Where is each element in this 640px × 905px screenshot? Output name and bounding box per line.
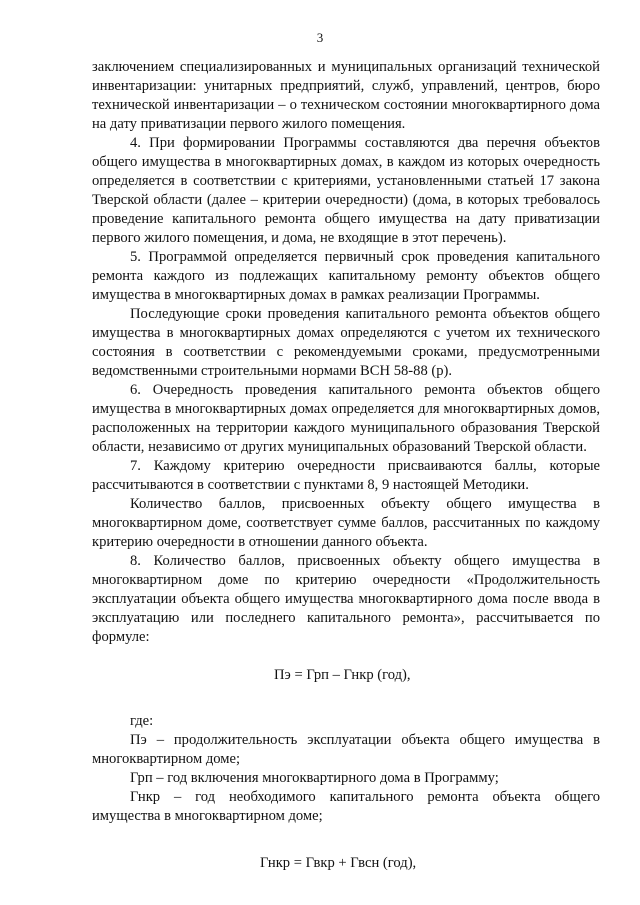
paragraph-points-sum: Количество баллов, присвоенных объекту общего имущества в многоквартирном доме, соответствует сумме баллов, рассчитанных по каждому критерию очередности в отношении данного объекта.	[92, 496, 600, 550]
definition-grp: Грп – год включения многоквартирного дома в Программу;	[130, 770, 499, 786]
page-number: 3	[316, 30, 324, 45]
definition-pe: Пэ – продолжительность эксплуатации объекта общего имущества в многоквартирном доме;	[92, 732, 600, 767]
paragraph-item-6: 6. Очередность проведения капитального ремонта объектов общего имущества в многоквартирных домах определяется для многоквартирных домов, расположенных на территории каждого муниципального образования Тверской области, независимо от других муниципальных образований Тверской области.	[92, 382, 600, 455]
paragraph-continuation: заключением специализированных и муниципальных организаций технической инвентаризации: унитарных предприятий, служб, управлений, центров, бюро технической инвентаризации – о техническом состоянии многоквартирного дома на дату приватизации первого жилого помещения.	[92, 59, 600, 132]
paragraph-item-4: 4. При формировании Программы составляются два перечня объектов общего имущества в многоквартирных домах, в каждом из которых очередность определяется в соответствии с критериями, установленными статьей 17 закона Тверской области (далее – критерии очередности) (дома, в которых требовалось проведение капитального ремонта общего имущества на дату приватизации первого жилого помещения, и дома, не входящие в этот перечень).	[92, 135, 600, 246]
definition-gnkr: Гнкр – год необходимого капитального ремонта объекта общего имущества в многоквартирном доме;	[92, 789, 600, 824]
formula-exploitation-duration: Пэ = Грп – Гнкр (год),	[274, 667, 411, 683]
document-body	[92, 58, 600, 873]
paragraph-item-7: 7. Каждому критерию очередности присваиваются баллы, которые рассчитываются в соответствии с пунктами 8, 9 настоящей Методики.	[92, 458, 600, 493]
where-label: где:	[130, 713, 154, 729]
paragraph-item-5: 5. Программой определяется первичный срок проведения капитального ремонта каждого из подлежащих капитальному ремонту объектов общего имущества в многоквартирных домах в рамках реализации Программы.	[92, 249, 600, 303]
paragraph-item-8: 8. Количество баллов, присвоенных объекту общего имущества в многоквартирном доме по критерию очередности «Продолжительность эксплуатации объекта общего имущества многоквартирного дома после ввода в эксплуатацию или последнего капитального ремонта», рассчитывается по формуле:	[92, 553, 600, 645]
paragraph-subsequent-terms: Последующие сроки проведения капитального ремонта объектов общего имущества в многоквартирных домах определяются с учетом их технического состояния в соответствии с рекомендуемыми сроками, предусмотренными ведомственными строительными нормами ВСН 58-88 (р).	[92, 306, 600, 379]
formula-required-repair-year: Гнкр = Гвкр + Гвсн (год),	[260, 855, 417, 871]
